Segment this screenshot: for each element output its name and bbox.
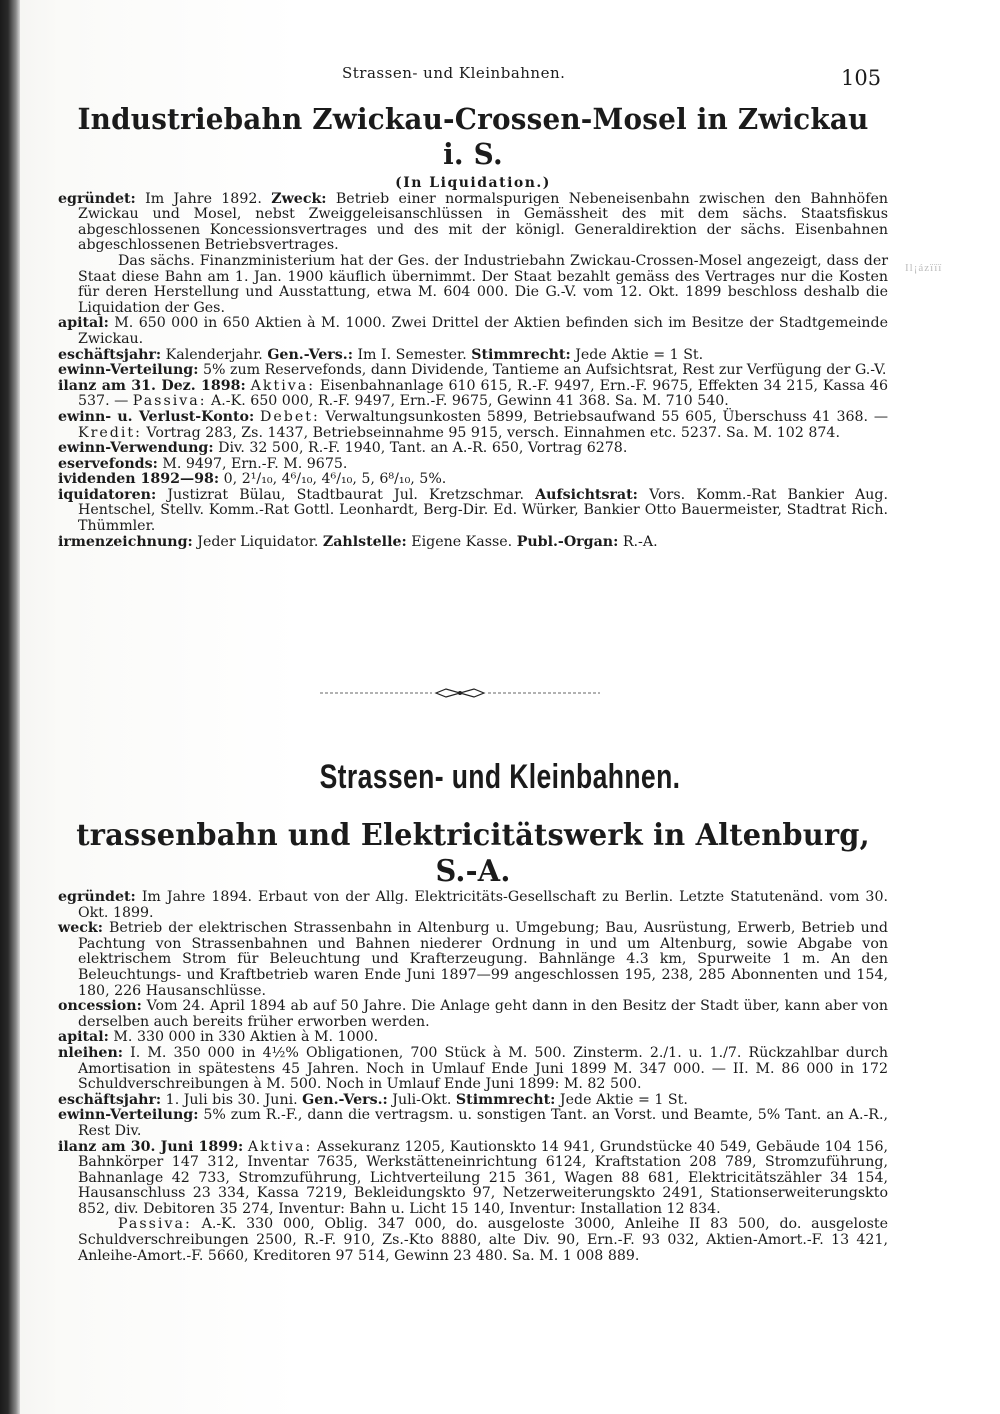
margin-bleedthrough-text: Il¡ázïïï bbox=[905, 262, 943, 274]
signature-entry: irmenzeichnung: Jeder Liquidator. Zahlstelle: Eigene Kasse. Publ.-Organ: R.-A. bbox=[58, 533, 658, 550]
loans-entry: nleihen: I. M. 350 000 in 4½% Obligationen, 700 Stück à M. 500. Zinsterm. 2./1. u. 1./7. Rückzahlbar durch Amortisation in spätestens 45 Jahren. Noch in Umlauf Ende Juni 1899 M. 347 000. — II. M. 86 000 in 172 Schuldverschreibungen à M. 500. Noch in Umlauf Ende Juni 1899: M. 82 500. bbox=[58, 1044, 888, 1093]
running-head: Strassen- und Kleinbahnen. bbox=[342, 64, 566, 82]
purpose-entry: weck: Betrieb der elektrischen Strassenbahn in Altenburg u. Umgebung; Bau, Ausrüstung, Erwerb, Betrieb und Pachtung von Strassenbahnen und Bahnen niederer Ordnung in und um Altenburg, sowie Abgabe von elektrischem Strom für Beleuchtung und Krafterzeugung. Bahnlänge 4.3 km, Spurweite 1 m. An den Beleuchtungs- und Kraftbetrieb waren Ende Juni 1897—99 angeschlossen 195, 238, 285 Abonnenten und 154, 180, 226 Hausanschlüsse. bbox=[58, 920, 888, 999]
section-heading: Strassen- und Kleinbahnen. bbox=[319, 758, 681, 796]
founded-entry: egründet: Im Jahre 1892. Zweck: Betrieb einer normalspurigen Nebeneisenbahn zwischen den Bahnhöfen Zwickau und Mosel, nebst Zweiggeleisanschlüssen in Gemässheit des mit dem sächs. Staatsfiskus abgeschlossenen Koncessionsvertrages und des mit der königl. Generaldirektion der sächs. Eisenbahnen abgeschlossenen Betriebsvertrages. bbox=[58, 190, 888, 254]
profit-use-entry: ewinn-Verwendung: Div. 32 500, R.-F. 1940, Tant. an A.-R. 650, Vortrag 6278. bbox=[58, 440, 628, 457]
capital-entry: apital: M. 650 000 in 650 Aktien à M. 1000. Zwei Drittel der Aktien befinden sich im Besitze der Stadtgemeinde Zwickau. bbox=[58, 315, 888, 347]
balance-entry: ilanz am 31. Dez. 1898: Aktiva: Eisenbahnanlage 610 615, R.-F. 9497, Ern.-F. 9675, Effekten 34 215, Kassa 46 537. — Passiva: A.-K. 650 000, R.-F. 9497, Ern.-F. 9675, Gewinn 41 368. Sa. M. 710 540. bbox=[58, 377, 888, 410]
capital-entry: apital: M. 330 000 in 330 Aktien à M. 1000. bbox=[58, 1029, 379, 1046]
company-entry-altenburg bbox=[58, 818, 888, 1264]
fiscal-year-entry: eschäftsjahr: 1. Juli bis 30. Juni. Gen.-Vers.: Juli-Okt. Stimmrecht: Jede Aktie = 1 St. bbox=[58, 1091, 688, 1108]
profit-distribution-entry: ewinn-Verteilung: 5% zum Reservefonds, dann Dividende, Tantieme an Aufsichtsrat, Rest zur Verfügung der G.-V. bbox=[58, 362, 887, 379]
liquidation-note: Das sächs. Finanzministerium hat der Ges. der Industriebahn Zwickau-Crossen-Mosel angezeigt, dass der Staat diese Bahn am 1. Jan. 1900 käuflich übernimmt. Der Staat bezahlt gemäss des Vertrages nur die Kosten für deren Herstellung und Ausstattung, etwa M. 604 000. Die G.-V. vom 12. Okt. 1899 beschloss deshalb die Liquidation der Ges. bbox=[78, 252, 888, 316]
book-spine-shadow bbox=[0, 0, 20, 1414]
fiscal-year-entry: eschäftsjahr: Kalenderjahr. Gen.-Vers.: Im I. Semester. Stimmrecht: Jede Aktie = 1 St. bbox=[58, 346, 704, 363]
company-title: Industriebahn Zwickau-Crossen-Mosel in Zwickau i. S. bbox=[77, 102, 869, 171]
ornament-divider bbox=[320, 687, 600, 699]
profit-loss-entry: ewinn- u. Verlust-Konto: Debet: Verwaltungsunkosten 5899, Betriebsaufwand 55 605, Überschuss 41 368. — Kredit: Vortrag 283, Zs. 1437, Betriebseinnahme 95 915, versch. Einnahmen etc. 5237. Sa. M. 102 874. bbox=[58, 408, 889, 441]
company-status: (In Liquidation.) bbox=[395, 174, 551, 191]
balance-passiva: Passiva: A.-K. 330 000, Oblig. 347 000, do. ausgeloste 3000, Anleihe II 83 500, do. ausgeloste Schuldverschreibungen 2500, R.-F. 910, Zs.-Kto 8880, alte Div. 90, Ern.-F. 93 032, Aktien-Amort.-F. 13 421, Anleihe-Amort.-F. 5660, Kreditoren 97 514, Gewinn 23 480. Sa. M. 1 008 889. bbox=[78, 1216, 888, 1264]
company-entry-zwickau bbox=[58, 102, 888, 550]
concession-entry: oncession: Vom 24. April 1894 ab auf 50 Jahre. Die Anlage geht dann in den Besitz der Stadt über, kann aber von derselben auch bereits früher erworben werden. bbox=[58, 998, 888, 1030]
reserve-fund-entry: eservefonds: M. 9497, Ern.-F. M. 9675. bbox=[58, 455, 348, 472]
profit-distribution-entry: ewinn-Verteilung: 5% zum R.-F., dann die vertragsm. u. sonstigen Tant. an Vorst. und Beamte, 5% Tant. an A.-R., Rest Div. bbox=[58, 1107, 888, 1139]
founded-entry: egründet: Im Jahre 1894. Erbaut von der Allg. Elektricitäts-Gesellschaft zu Berlin. Letzte Statutenänd. vom 30. Okt. 1899. bbox=[58, 889, 888, 921]
liquidators-entry: iquidatoren: Justizrat Bülau, Stadtbaurat Jul. Kretzschmar. Aufsichtsrat: Vors. Komm.-Rat Bankier Aug. Hentschel, Stellv. Komm.-Rat Gottl. Leonhardt, Berg-Dir. Ed. Würker, Bankier Otto Bauermeister, Stadtrat Rich. Thümmler. bbox=[58, 486, 888, 535]
balance-entry: ilanz am 30. Juni 1899: Aktiva: Assekuranz 1205, Kautionskto 14 941, Grundstücke 40 549, Gebäude 104 156, Bahnkörper 147 312, Inventar 7635, Werkstätteneinrichtung 6124, Kraftstation 208 789, Stromzuführung, Bahnanlage 42 733, Stromzuführung, Lichtverteilung 215 361, Wagen 88 681, Elektricitätszähler 34 154, Hausanschluss 23 334, Kassa 7219, Bekleidungskto 97, Netzerweiterungskto 2491, Stationserweiterungskto 852, div. Debitoren 35 274, Inventur: Bahn u. Licht 15 140, Inventur: Installation 12 834. bbox=[58, 1138, 888, 1217]
dividends-entry: ividenden 1892—98: 0, 2¹/₁₀, 4⁶/₁₀, 4⁶/₁₀, 5, 6⁸/₁₀, 5%. bbox=[58, 471, 447, 488]
page-number: 105 bbox=[841, 66, 882, 90]
company-title: trassenbahn und Elektricitätswerk in Altenburg, S.-A. bbox=[76, 818, 870, 889]
